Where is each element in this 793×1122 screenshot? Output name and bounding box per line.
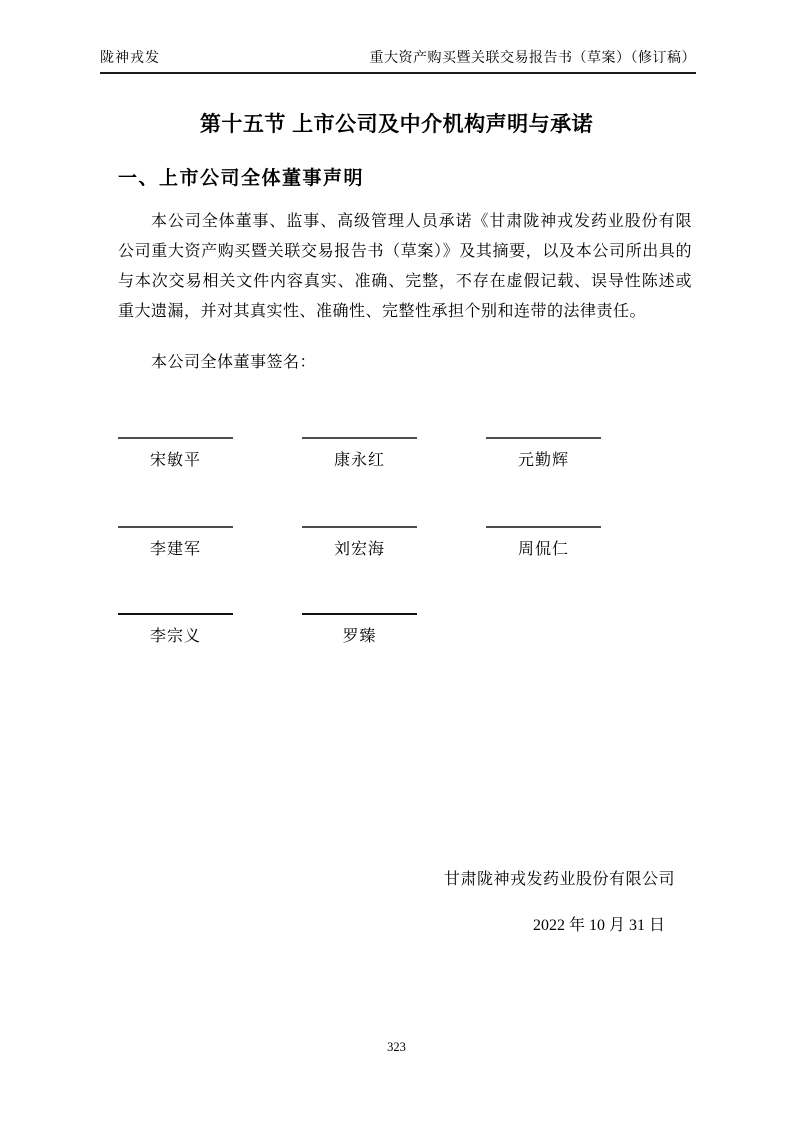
header-short-title: 陇神戎发 (100, 51, 160, 66)
signature-slot (302, 437, 417, 470)
section-heading: 一、上市公司全体董事声明 (118, 168, 365, 189)
signer-name: 罗臻 (342, 628, 377, 645)
signature-slot (486, 526, 601, 559)
signer-name: 宋敏平 (149, 452, 201, 469)
signer-name: 李宗义 (149, 628, 201, 645)
header-report-title: 重大资产购买暨关联交易报告书（草案）（修订稿） (369, 51, 696, 66)
closing-date: 2022 年 10 月 31 日 (532, 917, 665, 934)
signature-prompt: 本公司全体董事签名： (151, 354, 317, 371)
signer-name: 刘宏海 (333, 541, 385, 558)
page-number: 323 (387, 1040, 406, 1054)
signer-name: 周侃仁 (517, 541, 569, 558)
signer-name: 元勤辉 (517, 452, 569, 469)
signature-slot (302, 613, 417, 646)
signature-slot (486, 437, 601, 470)
signature-slot (118, 526, 233, 559)
signature-row (118, 613, 417, 646)
signature-row (118, 526, 601, 559)
declaration-paragraph: 本公司全体董事、监事、高级管理人员承诺《甘肃陇神戎发药业股份有限公司重大资产购买暨关联交易报告书（草案）》及其摘要，以及本公司所出具的与本次交易相关文件内容真实、准确、完整，不存在虚假记载、误导性陈述或重大遗漏，并对其真实性、准确性、完整性承担个别和连带的法律责任。 (118, 213, 692, 320)
signature-slot (118, 437, 233, 470)
signer-name: 康永红 (333, 452, 385, 469)
chapter-title: 第十五节 上市公司及中介机构声明与承诺 (199, 113, 594, 136)
signature-slot (302, 526, 417, 559)
page-header (100, 50, 696, 74)
signature-row (118, 437, 601, 470)
signature-slot (118, 613, 233, 646)
closing-company-name: 甘肃陇神戎发药业股份有限公司 (443, 871, 675, 888)
signer-name: 李建军 (149, 541, 201, 558)
